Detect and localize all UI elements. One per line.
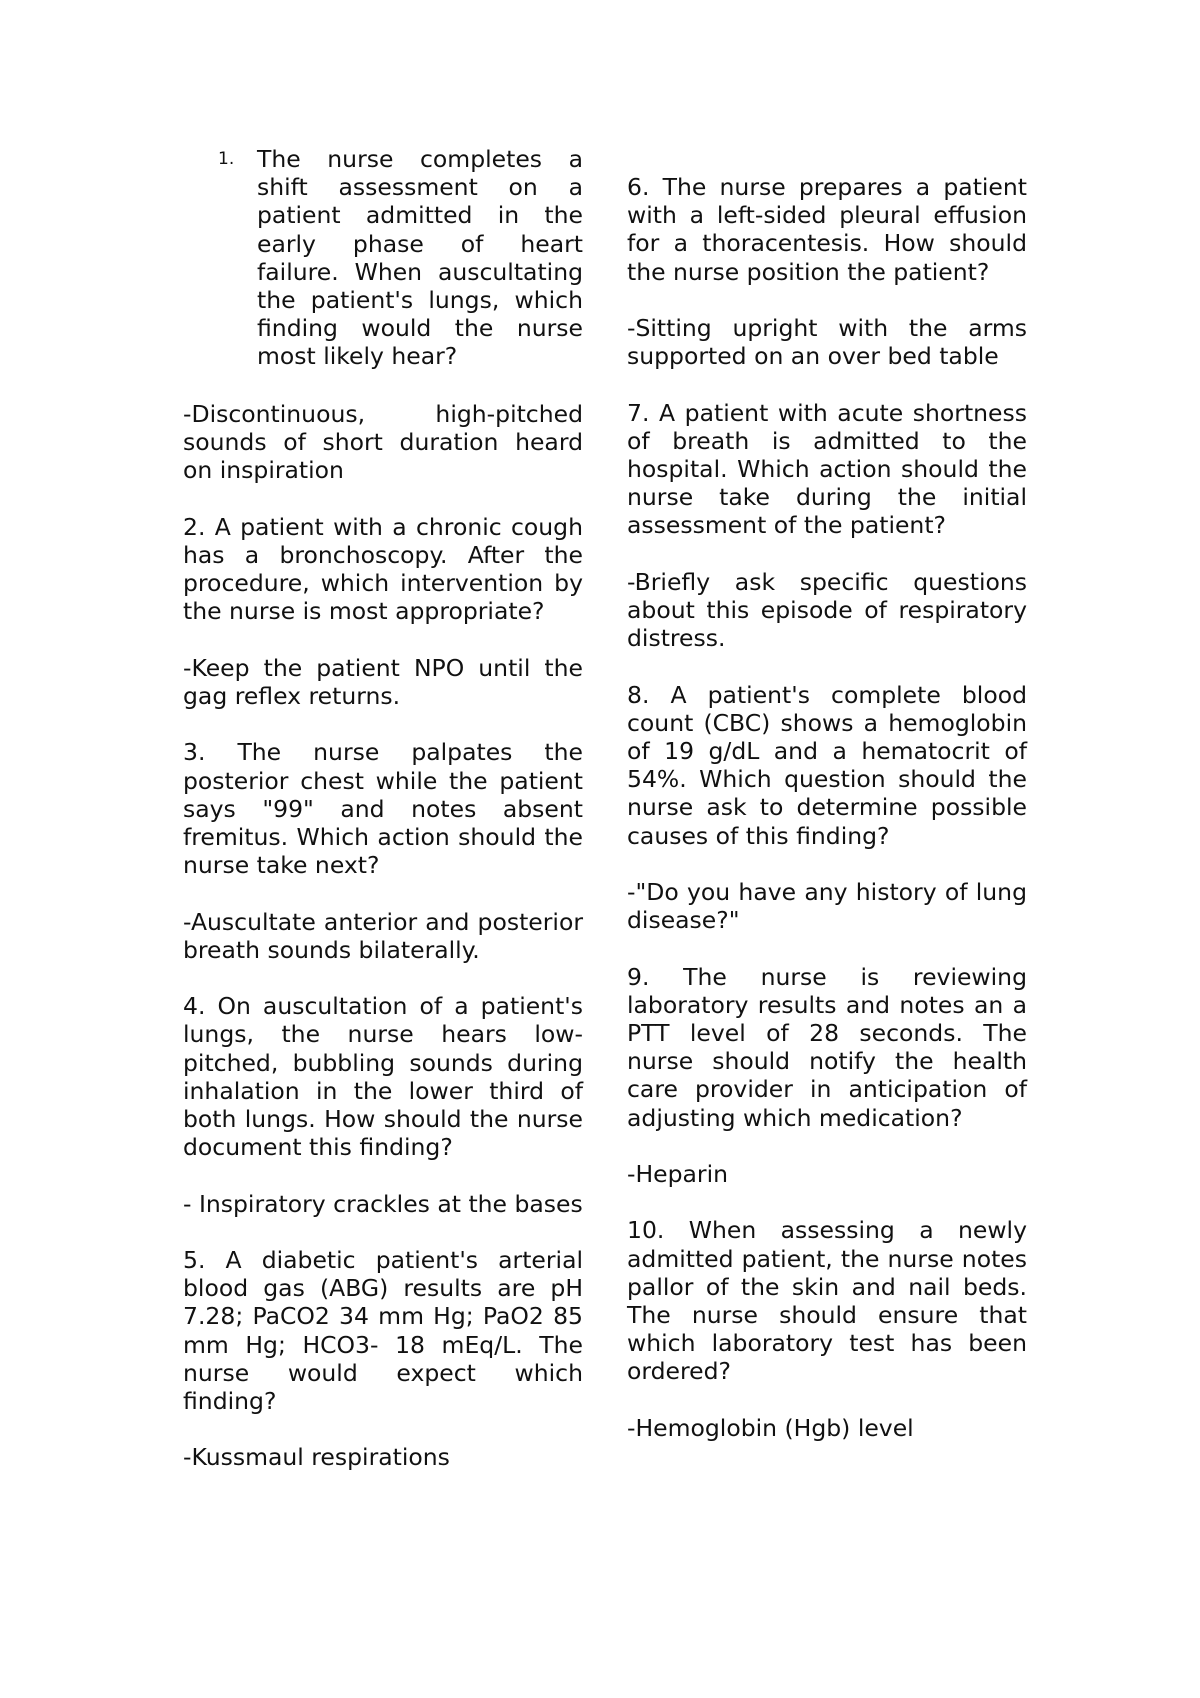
question-2: 2. A patient with a chronic cough has a bronchoscopy. After the procedure, which intervention by the nurse is most appropriate? xyxy=(183,512,583,626)
question-8: 8. A patient's complete blood count (CBC) shows a hemoglobin of 19 g/dL and a hematocrit of 54%. Which question should the nurse ask to determine possible causes of this finding? xyxy=(627,680,1027,850)
answer-3: -Auscultate anterior and posterior breath sounds bilaterally. xyxy=(183,907,583,964)
question-10: 10. When assessing a newly admitted patient, the nurse notes pallor of the skin and nail beds. The nurse should ensure that which laboratory test has been ordered? xyxy=(627,1216,1027,1386)
answer-10: -Hemoglobin (Hgb) level xyxy=(627,1413,914,1442)
question-5: 5. A diabetic patient's arterial blood gas (ABG) results are pH 7.28; PaCO2 34 mm Hg; PaO2 85 mm Hg; HCO3- 18 mEq/L. The nurse would expect which finding? xyxy=(183,1245,583,1415)
left-flow xyxy=(183,400,583,1500)
answer-4: - Inspiratory crackles at the bases xyxy=(183,1189,583,1218)
answer-9: -Heparin xyxy=(627,1160,729,1188)
question-3: 3. The nurse palpates the posterior chest while the patient says "99" and notes absent fremitus. Which action should the nurse take next? xyxy=(183,738,583,880)
answer-7: -Briefly ask specific questions about this episode of respiratory distress. xyxy=(627,567,1027,653)
question-text: The nurse completes a shift assessment on a patient admitted in the early phase of heart failure. When auscultating the patient's lungs, which finding would the nurse most likely hear? xyxy=(257,145,583,371)
question-6: 6. The nurse prepares a patient with a left-sided pleural effusion for a thoracentesis. How should the nurse position the patient? xyxy=(627,173,1027,286)
answer-2: -Keep the patient NPO until the gag reflex returns. xyxy=(183,653,583,710)
question-9: 9. The nurse is reviewing laboratory results and notes an a PTT level of 28 seconds. The nurse should notify the health care provider in anticipation of adjusting which medication? xyxy=(627,962,1027,1132)
right-flow xyxy=(627,173,1027,1470)
question-4: 4. On auscultation of a patient's lungs, the nurse hears low-pitched, bubbling sounds during inhalation in the lower third of both lungs. How should the nurse document this finding? xyxy=(183,992,583,1162)
answer-6: -Sitting upright with the arms supported on an over bed table xyxy=(627,314,1027,371)
answer-5: -Kussmaul respirations xyxy=(183,1443,450,1472)
question-7: 7. A patient with acute shortness of breath is admitted to the hospital. Which action should the nurse take during the initial assessment of the patient? xyxy=(627,398,1027,540)
question-1 xyxy=(183,145,583,371)
answer-1: -Discontinuous, high-pitched sounds of short duration heard on inspiration xyxy=(183,400,583,485)
answer-8: -"Do you have any history of lung disease?" xyxy=(627,878,1027,935)
question-number: 1. xyxy=(218,149,235,169)
